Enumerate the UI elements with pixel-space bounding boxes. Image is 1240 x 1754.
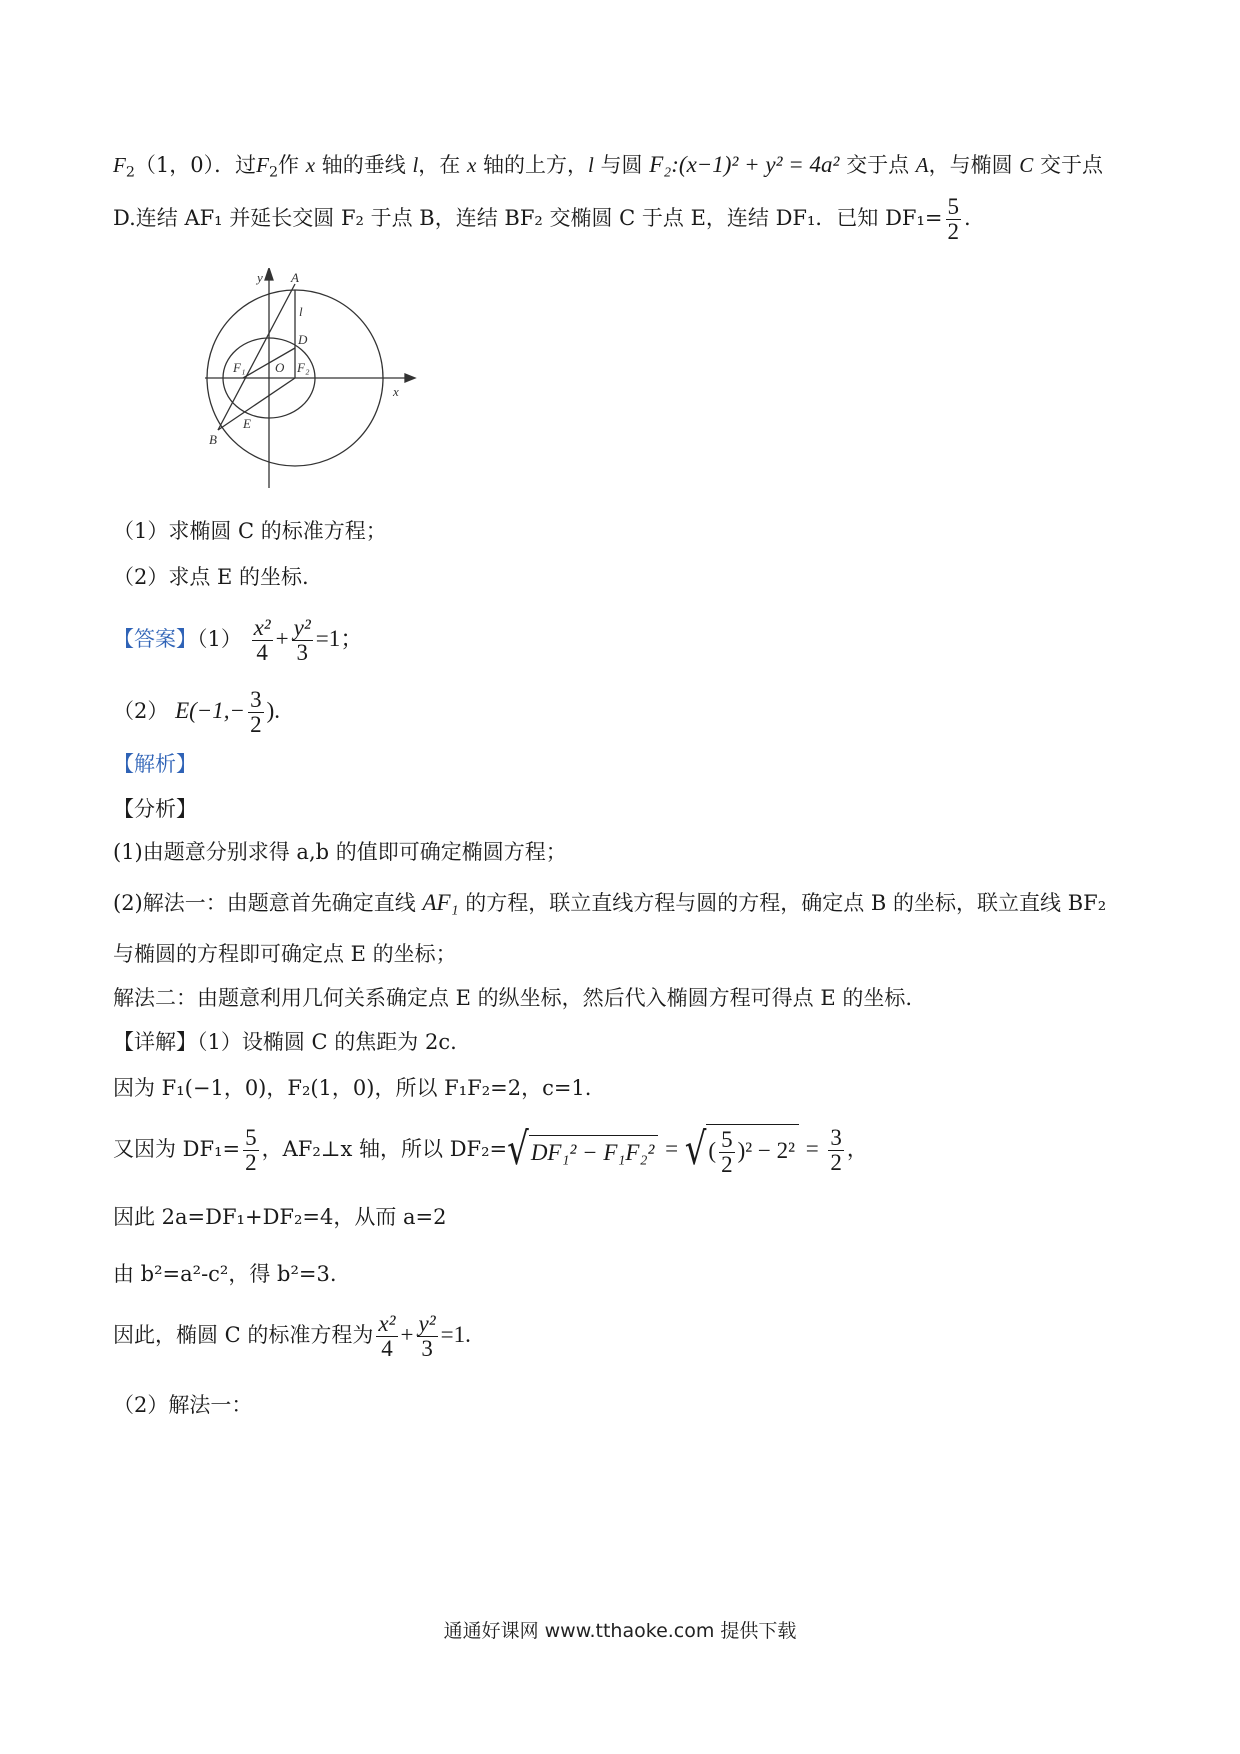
denominator: 4 [381, 1336, 393, 1362]
text: (2)解法一：由题意首先确定直线 [113, 891, 416, 915]
text: D.连结 AF₁ 并延长交圆 F₂ 于点 B，连结 BF₂ 交椭圆 C 于点 E，连结 DF₁．已知 DF₁= [113, 206, 943, 231]
numerator: x² [253, 615, 271, 640]
analysis-s4: 解法二：由题意利用几何关系确定点 E 的纵坐标，然后代入椭圆方程可得点 E 的坐标. [113, 986, 913, 1010]
text: =1. [440, 1322, 471, 1348]
label-A: A [291, 270, 299, 285]
label-F2: F₂ [297, 360, 310, 375]
text: 的方程，联立直线方程与圆的方程，确定点 B 的坐标，联立直线 BF₂ [465, 891, 1107, 915]
fraction [292, 616, 313, 665]
text: ，在 [418, 153, 461, 177]
point-E: E(−1,− [175, 698, 246, 724]
var-A: A [915, 153, 929, 177]
denominator: 2 [250, 712, 262, 738]
fraction [243, 1126, 259, 1175]
label-E: E [243, 416, 251, 431]
circle-equation: F₂:(x−1)² + y² = 4a² [649, 152, 840, 177]
radicand: DF₁² − F₁F₂² [529, 1135, 659, 1167]
var-l: l [412, 153, 419, 177]
var-x: x [466, 153, 477, 177]
text: 又因为 DF₁= [113, 1137, 241, 1162]
fraction [946, 195, 962, 244]
fraction [828, 1126, 844, 1175]
answer-tag: 【答案】 [113, 627, 197, 652]
paren: ( [708, 1137, 717, 1163]
text: )² − 2² [737, 1137, 795, 1163]
denominator: 4 [256, 640, 268, 666]
analysis-fenxi: 【分析】 [113, 797, 197, 821]
numerator: y² [293, 615, 311, 640]
text: 轴的垂线 [321, 153, 406, 177]
text: （1） [197, 627, 242, 652]
numerator: x² [378, 1311, 396, 1336]
fraction [252, 616, 273, 665]
var-x: x [305, 153, 316, 177]
numerator: 3 [250, 687, 262, 712]
problem-line-1 [113, 151, 1103, 179]
answer-line-2 [113, 688, 280, 737]
numerator: 5 [245, 1125, 257, 1150]
plus: + [275, 626, 289, 652]
radical-sign: √ [507, 1124, 529, 1177]
equals: = [805, 1136, 819, 1162]
denominator: 2 [830, 1150, 842, 1176]
plus: + [400, 1322, 414, 1348]
analysis-tag: 【解析】 [113, 752, 197, 776]
numerator: 3 [830, 1125, 842, 1150]
text: ). [266, 698, 280, 724]
x-axis-arrow-icon [405, 374, 415, 382]
text: 作 [278, 153, 300, 177]
text: （2） [113, 699, 169, 724]
label-y: y [257, 270, 263, 285]
text: 交于点 [846, 153, 910, 177]
text: （1，0）．过 [134, 153, 257, 177]
fraction [376, 1312, 397, 1361]
var-F2: F [256, 153, 269, 177]
denominator: 2 [721, 1152, 733, 1178]
label-D: D [298, 332, 308, 347]
text: =1； [315, 626, 364, 652]
sqrt-1 [507, 1124, 658, 1177]
numerator: y² [418, 1311, 436, 1336]
var-C: C [1019, 153, 1034, 177]
label-F1: F₁ [233, 360, 246, 375]
y-axis-arrow-icon [265, 268, 273, 280]
var-F2: F [113, 153, 126, 177]
label-x: x [393, 384, 399, 399]
text: 轴的上方， [482, 153, 588, 177]
sub: 2 [125, 164, 135, 181]
answer-line-1 [113, 616, 363, 665]
label-O: O [275, 360, 285, 375]
line-bf2 [218, 378, 295, 430]
detail-6 [113, 1312, 471, 1361]
denominator: 2 [245, 1150, 257, 1176]
analysis-s1: (1)由题意分别求得 a,b 的值即可确定椭圆方程； [113, 840, 567, 864]
question-1: （1）求椭圆 C 的标准方程； [113, 519, 387, 543]
sqrt-2 [685, 1124, 799, 1177]
numerator: 5 [947, 194, 960, 219]
line-AF1: AF₁ [422, 890, 459, 915]
detail-5: 由 b²=a²-c²，得 b²=3. [113, 1262, 337, 1286]
numerator: 5 [721, 1127, 733, 1152]
detail-4: 因此 2a=DF₁+DF₂=4，从而 a=2 [113, 1205, 447, 1229]
text: 交于点 [1040, 153, 1103, 177]
equals: = [665, 1136, 679, 1162]
sub: 2 [268, 164, 279, 181]
text: . [964, 206, 971, 231]
text: 与圆 [600, 153, 643, 177]
detail-2: 因为 F₁(−1，0)，F₂(1，0)，所以 F₁F₂=2，c=1. [113, 1076, 592, 1100]
footer: 通通好课网 www.tthaoke.com 提供下载 [443, 1620, 797, 1642]
analysis-s3: 与椭圆的方程即可确定点 E 的坐标； [113, 942, 457, 966]
analysis-s2 [113, 889, 1106, 917]
text: 因此，椭圆 C 的标准方程为 [113, 1323, 374, 1348]
text: ， [846, 1137, 868, 1162]
problem-line-2 [113, 195, 971, 244]
radicand [706, 1124, 799, 1177]
text: ，AF₂⊥x 轴，所以 DF₂= [261, 1137, 508, 1162]
detail-3 [113, 1124, 868, 1177]
denominator: 3 [296, 640, 308, 666]
fraction [248, 688, 264, 737]
detail-1: 【详解】（1）设椭圆 C 的焦距为 2c. [113, 1030, 457, 1054]
label-B: B [209, 432, 217, 447]
var-l: l [587, 153, 594, 177]
detail-7: （2）解法一： [113, 1393, 253, 1417]
text: ，与椭圆 [928, 153, 1013, 177]
label-l: l [299, 304, 303, 319]
question-2: （2）求点 E 的坐标. [113, 565, 309, 589]
fraction [719, 1128, 735, 1177]
denominator: 2 [947, 219, 960, 245]
radical-sign: √ [684, 1124, 707, 1177]
geometry-figure [205, 268, 425, 488]
fraction [417, 1312, 438, 1361]
denominator: 3 [421, 1336, 433, 1362]
